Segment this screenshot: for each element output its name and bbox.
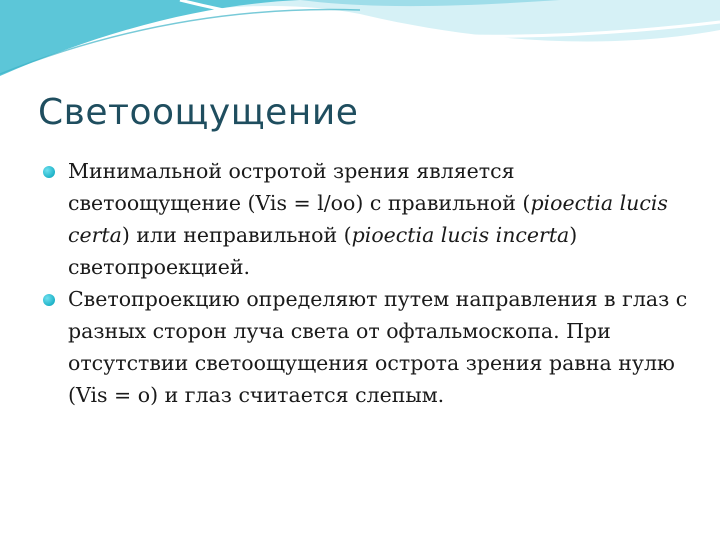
latin-term: pioectia lucis incerta [351, 223, 570, 247]
text-segment: Светопроекцию определяют путем направления в глаз с разных сторон луча света от офтальмоскопа. При отсутствии светоощущения острота зрения равна нулю (Vis = о) и глаз считается слепым. [68, 287, 688, 407]
wave-band-dark [0, 0, 300, 76]
latin-term: pioectia lucis certa [68, 191, 668, 247]
bullet-dot-icon [43, 166, 55, 178]
text-segment: Минимальной остротой зрения является светоощущение (Vis = l/oo) с правильной ( [68, 159, 531, 215]
bullet-list [42, 155, 692, 411]
text-segment: ) или неправильной ( [121, 223, 352, 247]
header-wave-decoration [0, 0, 720, 90]
text-segment: ) светопроекцией. [68, 223, 578, 279]
bullet-item [42, 283, 692, 411]
bullet-dot-icon [43, 294, 55, 306]
bullet-item [42, 155, 692, 283]
slide-title: Светоощущение [38, 92, 359, 133]
